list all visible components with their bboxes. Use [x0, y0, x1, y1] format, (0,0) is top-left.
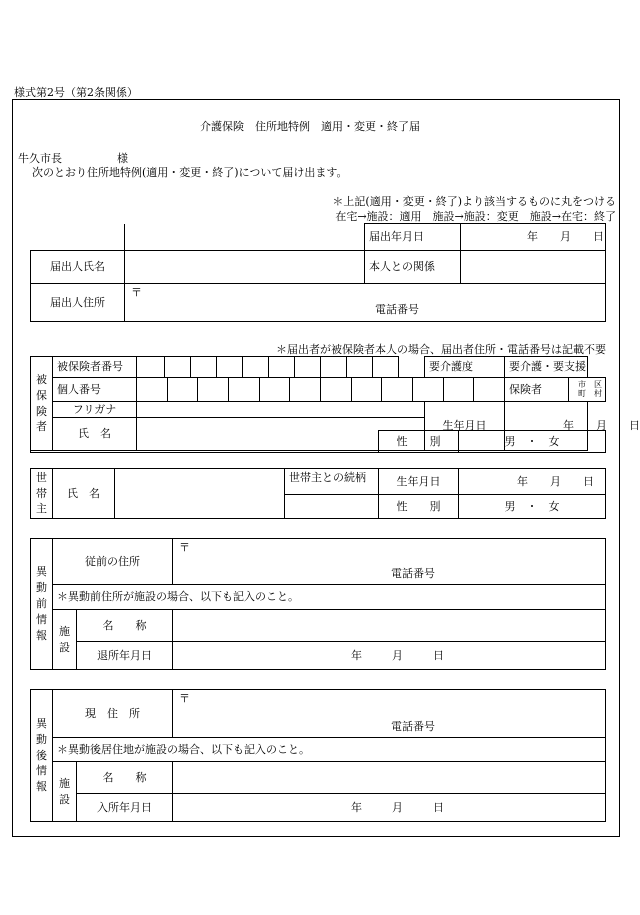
- after-facility-label: 施設: [53, 762, 77, 822]
- phone-label: 電話番号: [391, 567, 435, 580]
- personal-number-label: 個人番号: [53, 378, 137, 402]
- householder-section-label: 世帯主: [31, 469, 53, 519]
- insured-sex-field[interactable]: 男 ・ 女: [459, 431, 606, 453]
- personal-number-field[interactable]: [137, 378, 505, 402]
- phone-label: 電話番号: [391, 720, 435, 733]
- furigana-label: フリガナ: [53, 402, 137, 418]
- householder-birth-field[interactable]: 年 月 日: [459, 469, 606, 495]
- insured-section-label: 被保険者: [31, 357, 53, 451]
- before-move-section-label: 異動前情報: [31, 539, 53, 670]
- form-title: 介護保険 住所地特例 適用・変更・終了届: [200, 120, 420, 133]
- postal-mark: 〒: [179, 541, 190, 554]
- householder-relation-label: 世帯主との続柄: [285, 469, 379, 495]
- current-address-field[interactable]: [173, 690, 606, 738]
- notifier-name-label: 届出人氏名: [31, 251, 125, 284]
- notify-date-field[interactable]: 年 月 日: [461, 224, 606, 251]
- after-move-table: [30, 689, 606, 822]
- care-level-options[interactable]: 要介護・要支援: [505, 357, 588, 378]
- intro-text: 次のとおり住所地特例(適用・変更・終了)について届け出ます。: [32, 166, 348, 179]
- after-facility-name-label: 名 称: [77, 762, 173, 794]
- entry-date-label: 入所年月日: [77, 794, 173, 822]
- form-number: 様式第2号（第2条関係）: [14, 86, 138, 99]
- householder-sex-field[interactable]: 男 ・ 女: [459, 495, 606, 519]
- householder-name-label: 氏 名: [53, 469, 115, 519]
- insured-name-label: 氏 名: [53, 418, 137, 451]
- furigana-field[interactable]: [137, 402, 425, 418]
- insured-birth-label: 生年月日: [425, 402, 505, 451]
- postal-mark: 〒: [131, 286, 142, 299]
- insured-sex-table: [30, 430, 606, 453]
- householder-sex-label: 性 別: [379, 495, 459, 519]
- relation-field[interactable]: [461, 251, 606, 284]
- notifier-name-field[interactable]: [125, 251, 365, 284]
- insured-birth-field[interactable]: 年 月 日: [505, 402, 588, 451]
- insured-number-digit-8[interactable]: [321, 357, 347, 378]
- leave-date-field[interactable]: 年 月 日: [173, 642, 606, 670]
- before-facility-name-label: 名 称: [77, 610, 173, 642]
- insured-number-digit-10[interactable]: [373, 357, 399, 378]
- householder-relation-field[interactable]: [285, 495, 379, 519]
- current-address-label: 現 住 所: [53, 690, 173, 738]
- before-facility-name-field[interactable]: [173, 610, 606, 642]
- addressee: 牛久市長 様: [18, 152, 128, 165]
- after-facility-name-field[interactable]: [173, 762, 606, 794]
- householder-table: [30, 468, 606, 519]
- relation-label: 本人との関係: [365, 251, 461, 284]
- before-address-label: 従前の住所: [53, 539, 173, 585]
- insured-number-digit-6[interactable]: [269, 357, 295, 378]
- insured-number-digit-2[interactable]: [165, 357, 191, 378]
- before-move-table: [30, 538, 606, 670]
- insured-number-digit-7[interactable]: [295, 357, 321, 378]
- insured-number-digit-4[interactable]: [217, 357, 243, 378]
- postal-mark: 〒: [179, 692, 190, 705]
- before-move-note: ＊異動前住所が施設の場合、以下も記入のこと。: [53, 585, 606, 610]
- householder-name-field[interactable]: [115, 469, 285, 519]
- notifier-note: ＊届出者が被保険者本人の場合、届出者住所・電話番号は記載不要: [276, 343, 606, 356]
- care-level-label: 要介護度: [425, 357, 505, 378]
- notifier-table: [30, 223, 606, 322]
- insured-sex-label: 性 別: [379, 431, 459, 453]
- notifier-address-label: 届出人住所: [31, 284, 125, 322]
- instruction-2: 在宅→施設：適用 施設→施設：変更 施設→在宅：終了: [335, 210, 616, 223]
- insurer-label: 保険者: [505, 378, 569, 402]
- notify-date-label: 届出年月日: [365, 224, 461, 251]
- notifier-address-field[interactable]: [125, 284, 606, 322]
- instruction-1: ＊上記(適用・変更・終了)より該当するものに丸をつける: [332, 195, 616, 208]
- after-move-section-label: 異動後情報: [31, 690, 53, 822]
- insured-number-digit-3[interactable]: [191, 357, 217, 378]
- leave-date-label: 退所年月日: [77, 642, 173, 670]
- after-move-note: ＊異動後居住地が施設の場合、以下も記入のこと。: [53, 738, 606, 762]
- insured-number-digit-9[interactable]: [347, 357, 373, 378]
- insurer-field[interactable]: 市 区 町 村: [569, 378, 606, 402]
- insured-number-digit-5[interactable]: [243, 357, 269, 378]
- before-facility-label: 施設: [53, 610, 77, 670]
- insured-number-digit-1[interactable]: [137, 357, 165, 378]
- before-address-field[interactable]: [173, 539, 606, 585]
- phone-label: 電話番号: [375, 303, 419, 316]
- householder-birth-label: 生年月日: [379, 469, 459, 495]
- insured-number-label: 被保険者番号: [53, 357, 137, 378]
- entry-date-field[interactable]: 年 月 日: [173, 794, 606, 822]
